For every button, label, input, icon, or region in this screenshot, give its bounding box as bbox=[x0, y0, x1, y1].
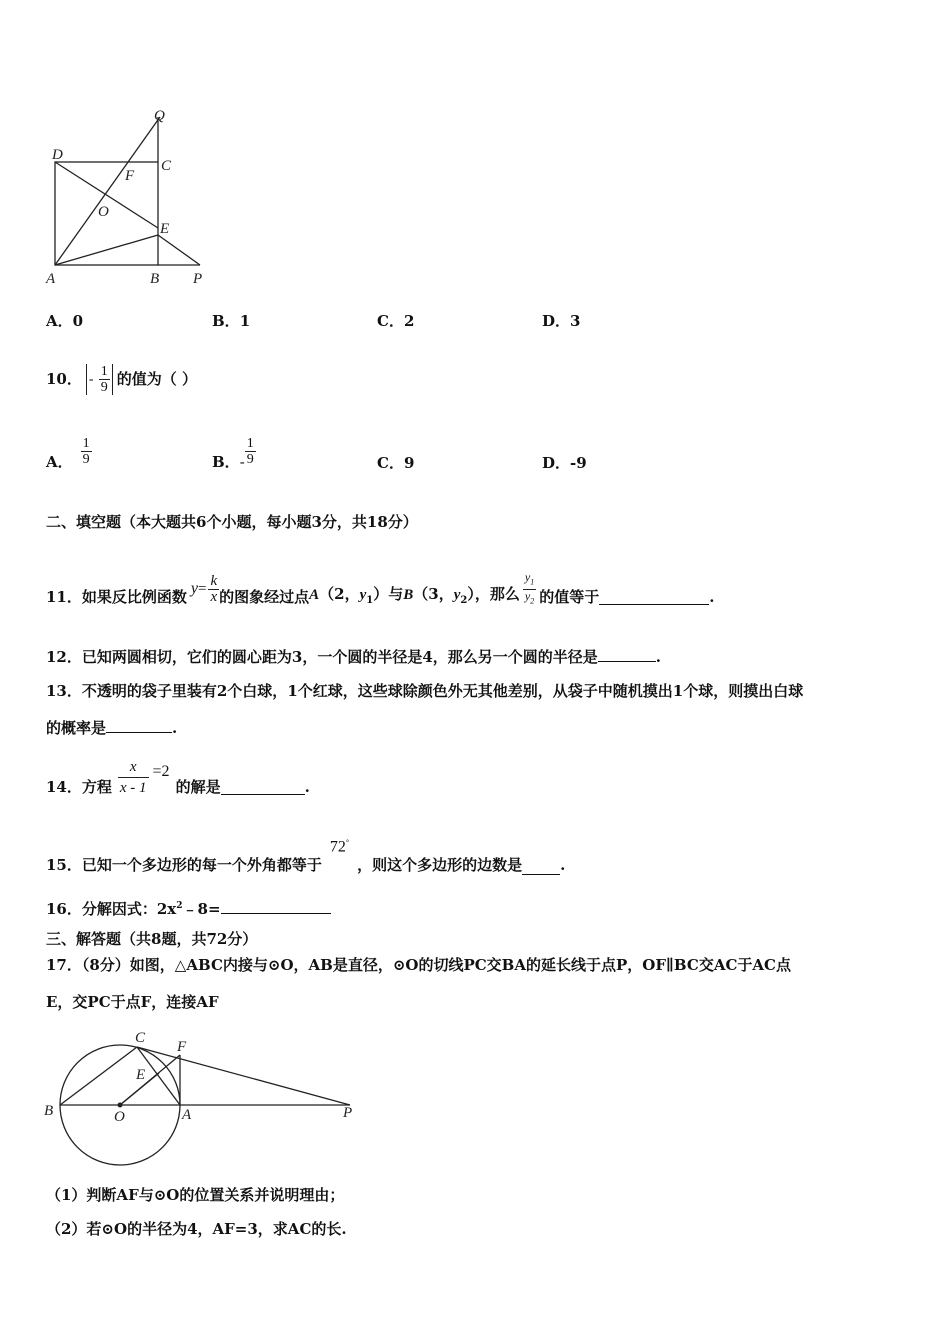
question-14: 14．方程 $\frac{x}{x - 1}$ =2 的解是 . bbox=[46, 758, 310, 796]
label-f: F bbox=[177, 1039, 187, 1055]
question-11: 11． 如果反比例函数 y = $\frac{k}{x}$ 的图象经过点 A（2，$y_1$）与B（3，$y_2$），那么 $\frac{y_1}{y_2}$ 的值等于 . bbox=[46, 570, 715, 606]
label-o: O bbox=[98, 204, 109, 220]
question-17-line1: 17．（8分）如图，△ABC内接与⊙O，AB是直径，⊙O的切线PC交BA的延长线于点P，OF∥BC交AC于AC点 bbox=[46, 956, 791, 974]
label-b: B bbox=[150, 271, 160, 287]
q10-option-c: C．9 bbox=[377, 454, 415, 472]
q9-option-b: B．1 bbox=[212, 312, 251, 330]
question-12: 12．已知两圆相切，它们的圆心距为3，一个圆的半径是4，那么另一个圆的半径是 . bbox=[46, 648, 661, 666]
answer-blank-14[interactable] bbox=[221, 780, 305, 795]
question-15: 15．已知一个多边形的每一个外角都等于 72° ，则这个多边形的边数是 . bbox=[46, 837, 566, 874]
answer-blank-12[interactable] bbox=[598, 647, 656, 662]
label-e: E bbox=[136, 1067, 146, 1083]
question-17-line2: E，交PC于点F，连接AF bbox=[46, 993, 219, 1011]
label-p: P bbox=[343, 1105, 353, 1121]
label-p: P bbox=[193, 271, 203, 287]
section-3-heading: 三、解答题（共8题，共72分） bbox=[46, 930, 258, 948]
question-10: 10． - $\frac{1}{9}$ 的值为（ ） bbox=[46, 363, 198, 395]
label-b: B bbox=[44, 1103, 54, 1119]
label-q: Q bbox=[154, 108, 165, 124]
label-c: C bbox=[135, 1030, 146, 1046]
circle-tangent-diagram bbox=[40, 1025, 370, 1170]
answer-blank-13[interactable] bbox=[106, 718, 172, 733]
label-f: F bbox=[125, 168, 135, 184]
question-16: 16．分解因式：$2x^2﹣8=$ bbox=[46, 896, 331, 919]
q10-option-b: B． - $\frac{1}{9}$ bbox=[212, 435, 254, 471]
q10-option-d: D．-9 bbox=[542, 454, 587, 472]
label-a: A bbox=[46, 271, 56, 287]
label-c: C bbox=[161, 158, 172, 174]
label-o: O bbox=[114, 1109, 125, 1125]
answer-blank-11[interactable] bbox=[599, 590, 709, 605]
question-13-line1: 13．不透明的袋子里装有2个白球，1个红球，这些球除颜色外无其他差别，从袋子中随机摸出1个球，则摸出白球 bbox=[46, 682, 804, 700]
label-e: E bbox=[160, 221, 170, 237]
q9-option-a: A．0 bbox=[46, 312, 84, 330]
abs-value-expression: - $\frac{1}{9}$ bbox=[86, 364, 113, 395]
answer-blank-16[interactable] bbox=[221, 899, 331, 914]
label-a: A bbox=[182, 1107, 192, 1123]
q9-option-c: C．2 bbox=[377, 312, 415, 330]
square-diagram bbox=[40, 105, 220, 290]
q10-option-a: A． $\frac{1}{9}$ bbox=[46, 435, 90, 471]
label-d: D bbox=[52, 147, 63, 163]
question-13-line2: 的概率是 . bbox=[46, 719, 178, 737]
question-17-part1: （1）判断AF与⊙O的位置关系并说明理由； bbox=[46, 1186, 345, 1204]
section-2-heading: 二、填空题（本大题共6个小题，每小题3分，共18分） bbox=[46, 513, 418, 531]
answer-blank-15[interactable] bbox=[522, 860, 560, 875]
q9-option-d: D．3 bbox=[542, 312, 581, 330]
question-17-part2: （2）若⊙O的半径为4，AF=3，求AC的长. bbox=[46, 1220, 347, 1238]
